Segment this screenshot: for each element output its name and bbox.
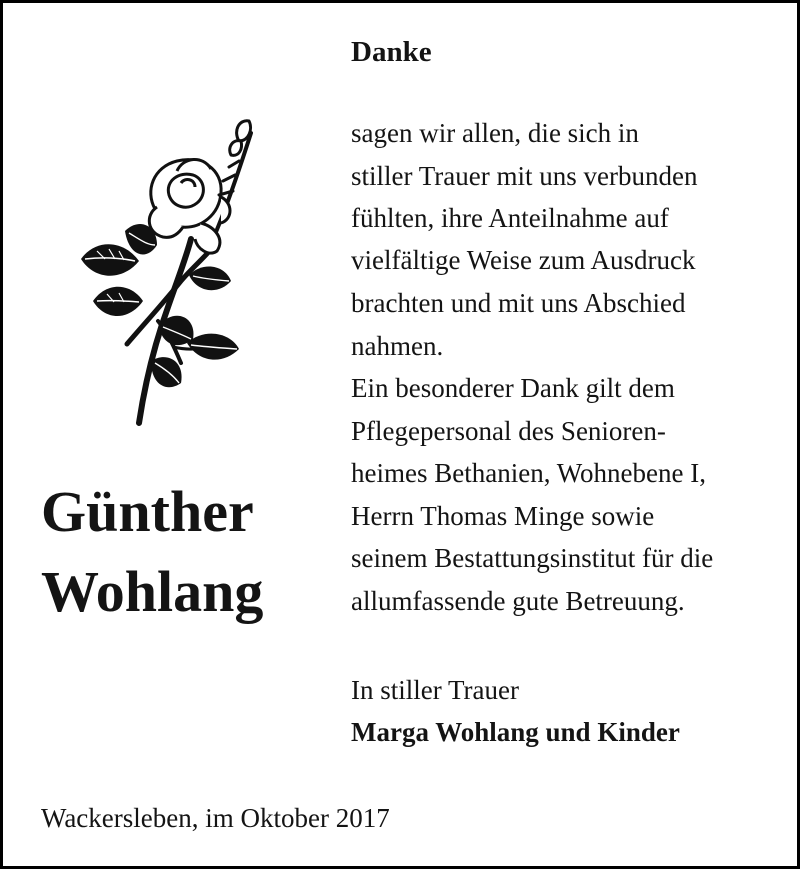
message-line-8: Pflegepersonal des Senioren- <box>351 416 666 446</box>
message-line-10: Herrn Thomas Minge sowie <box>351 501 655 531</box>
message-line-1: sagen wir allen, die sich in <box>351 118 639 148</box>
message-line-9: heimes Bethanien, Wohnebene I, <box>351 458 706 488</box>
rose-icon <box>73 111 253 426</box>
message-line-7: Ein besonderer Dank gilt dem <box>351 373 675 403</box>
message-line-6: nahmen. <box>351 331 444 361</box>
message-line-11: seinem Bestattungsinstitut für die <box>351 543 714 573</box>
deceased-last-name: Wohlang <box>41 559 264 624</box>
deceased-first-name: Günther <box>41 479 254 544</box>
message-line-5: brachten und mit uns Abschied <box>351 288 686 318</box>
message-line-4: vielfältige Weise zum Ausdruck <box>351 245 696 275</box>
notice-heading: Danke <box>351 36 432 68</box>
message-line-2: stiller Trauer mit uns verbunden <box>351 161 698 191</box>
closing-phrase: In stiller Trauer <box>351 675 519 705</box>
place-and-date: Wackersleben, im Oktober 2017 <box>41 803 390 833</box>
message-line-12: allumfassende gute Betreuung. <box>351 586 685 616</box>
message-line-3: fühlten, ihre Anteilnahme auf <box>351 203 669 233</box>
signatories: Marga Wohlang und Kinder <box>351 717 680 747</box>
